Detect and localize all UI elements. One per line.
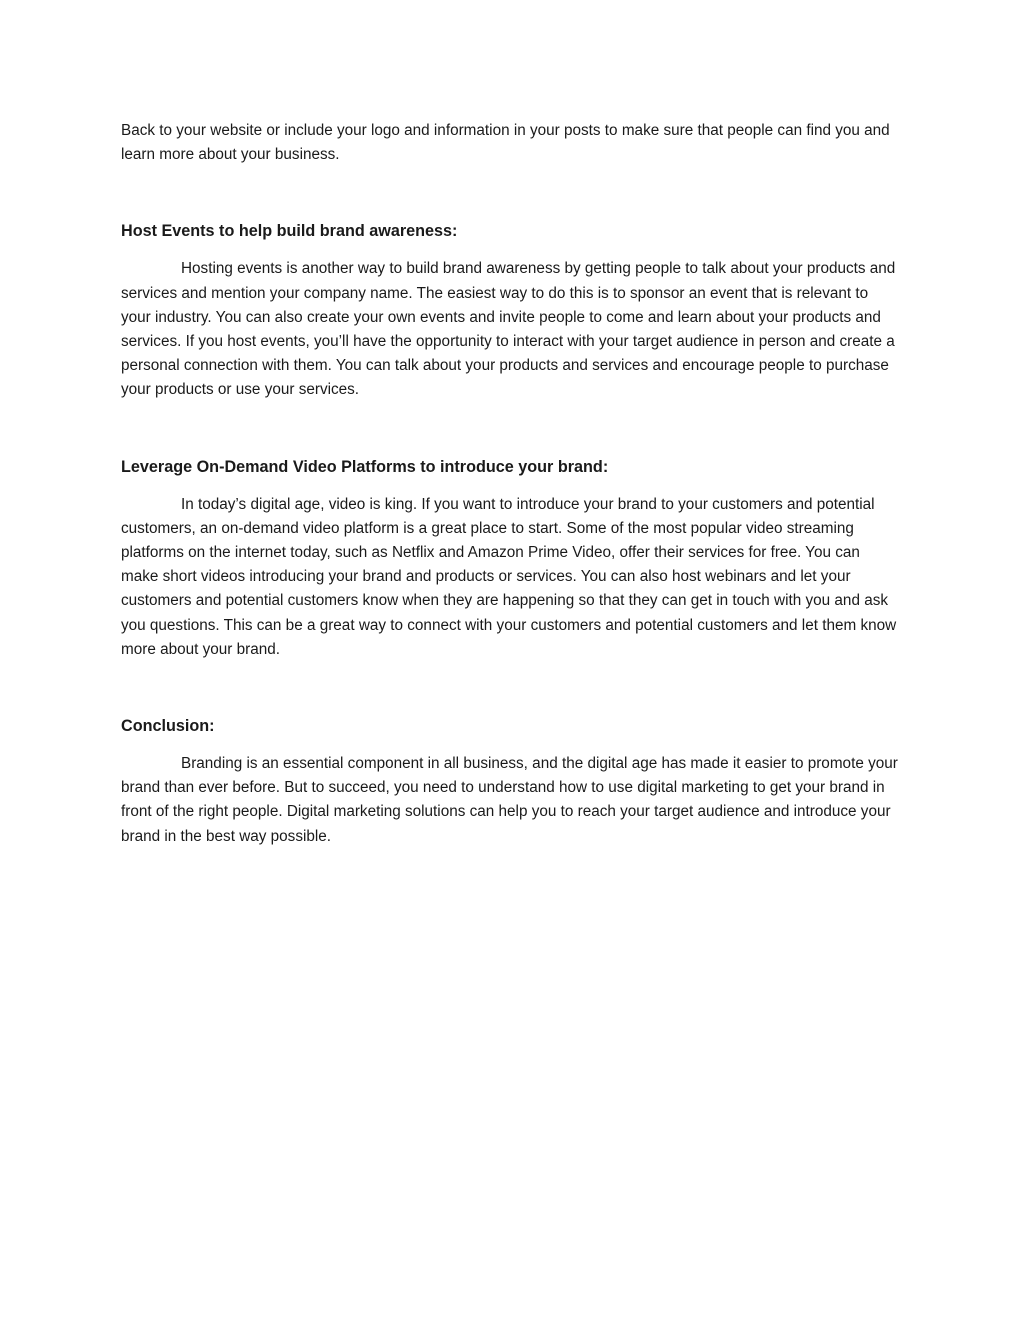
section-heading-host-events: Host Events to help build brand awareness: (121, 222, 458, 241)
section-body-conclusion: Branding is an essential component in all business, and the digital age has made it easier to promote your brand than ever before. But to succeed, you need to understand how to use digital marketing to get your brand in front of the right people. Digital marketing solutions can help you to reach your target audience and introduce your brand in the best way possible. (121, 755, 898, 845)
intro-paragraph: Back to your website or include your logo and information in your posts to make sure that people can find you and learn more about your business. (121, 122, 890, 164)
section-heading-conclusion: Conclusion: (121, 717, 215, 736)
section-heading-video-platforms: Leverage On-Demand Video Platforms to introduce your brand: (121, 457, 609, 476)
document-body (121, 119, 901, 849)
section-body-video-platforms: In today’s digital age, video is king. If you want to introduce your brand to your customers and potential customers, an on-demand video platform is a great place to start. Some of the most popular video streaming platforms on the internet today, such as Netflix and Amazon Prime Video, offer their services for free. You can make short videos introducing your brand and products or services. You can also host webinars and let your customers and potential customers know when they are happening so that they can get in touch with you and ask you questions. This can be a great way to connect with your customers and potential customers and let them know more about your brand. (121, 495, 897, 658)
section-body-host-events: Hosting events is another way to build brand awareness by getting people to talk about your products and services and mention your company name. The easiest way to do this is to sponsor an event that is relevant to your industry. You can also create your own events and invite people to come and learn about your products and services. If you host events, you’ll have the opportunity to interact with your target audience in person and create a personal connection with them. You can talk about your products and services and encourage people to purchase your products or use your services. (121, 260, 896, 399)
